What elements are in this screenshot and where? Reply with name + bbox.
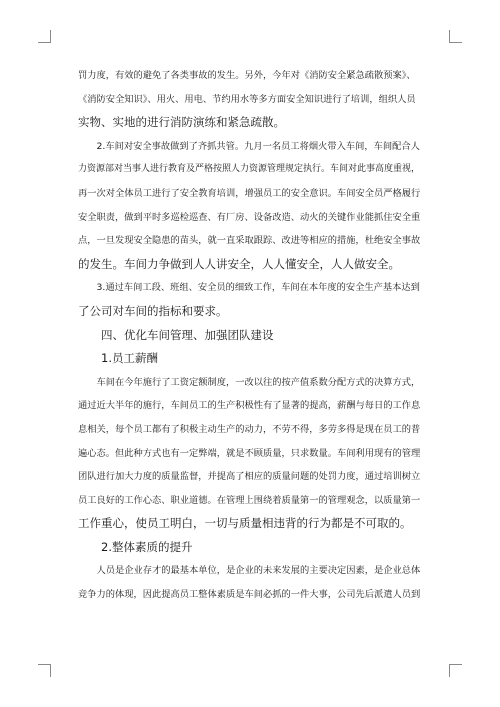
text-line: 员工良好的工作心态、职业道德。在管理上围绕着质量第一的管理观念，以质量第一 xyxy=(78,494,421,506)
text-line: 罚力度，有效的避免了各类事故的发生。另外，今年对《消防安全紧急疏散预案》、 xyxy=(78,70,416,81)
text-line: 车间在今年施行了工资定额制度，一改以往的按产值系数分配方式的决算方式， xyxy=(96,376,421,388)
text-line: 实物、实地的进行消防演练和紧急疏散。 xyxy=(78,115,285,130)
crop-mark-top-left xyxy=(38,30,51,43)
section-heading: 四、优化车间管理、加强团队建设 xyxy=(101,327,274,342)
text-line: 3.通过车间工段、班组、安全员的细致工作，车间在本年度的安全生产基本达到 xyxy=(96,282,420,294)
crop-mark-bottom-left xyxy=(38,664,51,677)
text-line: 的发生。车间力争做到人人讲安全，人人懂安全，人人做安全。 xyxy=(78,256,400,271)
text-line: 安全职责，做到平时多巡检巡查、有厂房、设备改造、动火的关键作业能抓住安全重 xyxy=(78,211,421,223)
text-line: 工作重心，使员工明白，一切与质量相违背的行为都是不可取的。 xyxy=(78,516,412,531)
text-line: 遍心态。但此种方式也有一定弊端，就是不顾质量，只求数量。车间利用现有的管理 xyxy=(78,447,421,459)
crop-mark-top-right xyxy=(449,30,462,43)
text-line: 团队进行加大力度的质量监督，并提高了相应的质量问题的处罚力度，通过培训树立 xyxy=(78,471,421,483)
text-line: 通过近大半年的施行，车间员工的生产积极性有了显著的提高，薪酬与每日的工作息 xyxy=(78,400,421,412)
text-line: 力资源部对当事人进行教育及严格按照人力资源管理规定执行。车间对此事高度重视， xyxy=(78,164,421,175)
crop-mark-bottom-right xyxy=(449,664,462,677)
text-line: 2.车间对安全事故做到了齐抓共管。九月一名员工将烟火带入车间，车间配合人 xyxy=(96,140,420,152)
text-line: 再一次对全体员工进行了安全教育培训，增强员工的安全意识。车间安全员严格履行 xyxy=(78,187,421,199)
text-line: 了公司对车间的指标和要求。 xyxy=(78,303,228,318)
text-line: 竞争力的体现，因此提高员工整体素质是车间必抓的一件大事，公司先后派遣人员到 xyxy=(78,589,421,601)
text-line: 息相关，每个员工都有了积极主动生产的动力，不劳不得，多劳多得是现在员工的普 xyxy=(78,423,421,435)
text-line: 人员是企业存才的最基本单位，是企业的未来发展的主要决定因素，是企业总体 xyxy=(96,565,421,577)
subsection-heading: 2.整体素质的提升 xyxy=(101,539,193,554)
text-line: 《消防安全知识》、用火、用电、节约用水等多方面安全知识进行了培训，组织人员 xyxy=(78,93,416,105)
text-line: 点，一旦发现安全隐患的苗头，就一直采取跟踪、改进等相应的措施，杜绝安全事故 xyxy=(78,235,421,247)
subsection-heading: 1.员工薪酬 xyxy=(101,351,158,366)
document-body xyxy=(78,64,422,607)
